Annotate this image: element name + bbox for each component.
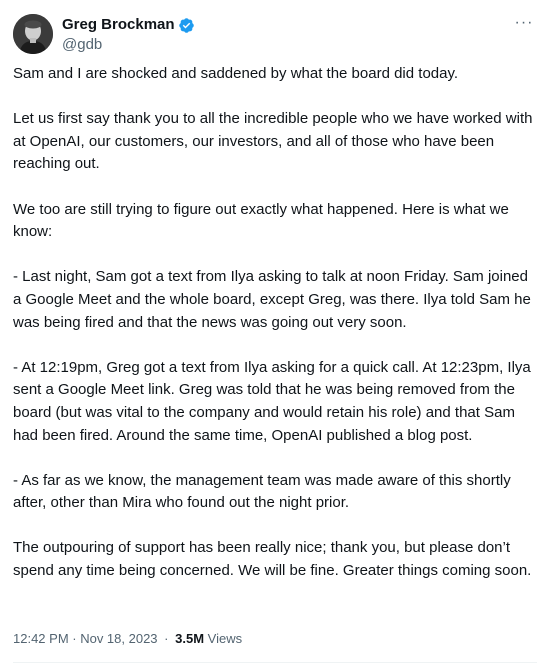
author-handle[interactable]: @gdb bbox=[62, 36, 103, 53]
meta-separator: · bbox=[164, 631, 169, 646]
tweet-paragraph: The outpouring of support has been really nice; thank you, but please don’t spend any time being concerned. We will be fine. Greater things coming soon. bbox=[13, 539, 532, 580]
tweet-paragraph: - At 12:19pm, Greg got a text from Ilya asking for a quick call. At 12:23pm, Ilya sent a Google Meet link. Greg was told that he was being removed from the board (but was vital to the company and would retain his role) and that Sam had been fired. Around the same time, OpenAI published a blog post. bbox=[13, 358, 535, 444]
tweet-paragraph: We too are still trying to figure out exactly what happened. Here is what we know: bbox=[13, 200, 513, 241]
more-options-button[interactable] bbox=[511, 12, 537, 34]
views-label: Views bbox=[207, 631, 243, 646]
views-stat[interactable] bbox=[175, 631, 242, 646]
verified-badge-icon[interactable] bbox=[178, 17, 195, 34]
tweet-paragraph: - Last night, Sam got a text from Ilya asking to talk at noon Friday. Sam joined a Google Meet and the whole board, except Greg, was there. Ilya told Sam he was being fired and that the news was going out very soon. bbox=[13, 268, 535, 331]
tweet-header bbox=[13, 14, 537, 54]
more-horizontal-icon: ··· bbox=[514, 14, 534, 31]
bottom-divider bbox=[13, 662, 537, 663]
avatar[interactable] bbox=[13, 14, 53, 54]
tweet-paragraph: Let us first say thank you to all the incredible people who we have worked with at OpenAI, our customers, our investors, and all of those who have been reaching out. bbox=[13, 110, 537, 173]
avatar-photo-icon bbox=[13, 14, 53, 54]
author-display-name[interactable]: Greg Brockman bbox=[62, 16, 175, 33]
tweet-paragraph: - As far as we know, the management team was made aware of this shortly after, other than Mira who found out the night prior. bbox=[13, 471, 515, 512]
tweet-paragraph: Sam and I are shocked and saddened by what the board did today. bbox=[13, 65, 459, 82]
author-names bbox=[62, 14, 195, 54]
tweet-meta bbox=[13, 630, 242, 648]
tweet-timestamp[interactable]: 12:42 PM · Nov 18, 2023 bbox=[13, 631, 158, 646]
tweet-text bbox=[13, 63, 540, 583]
name-row bbox=[62, 16, 195, 34]
views-count: 3.5M bbox=[175, 631, 205, 646]
